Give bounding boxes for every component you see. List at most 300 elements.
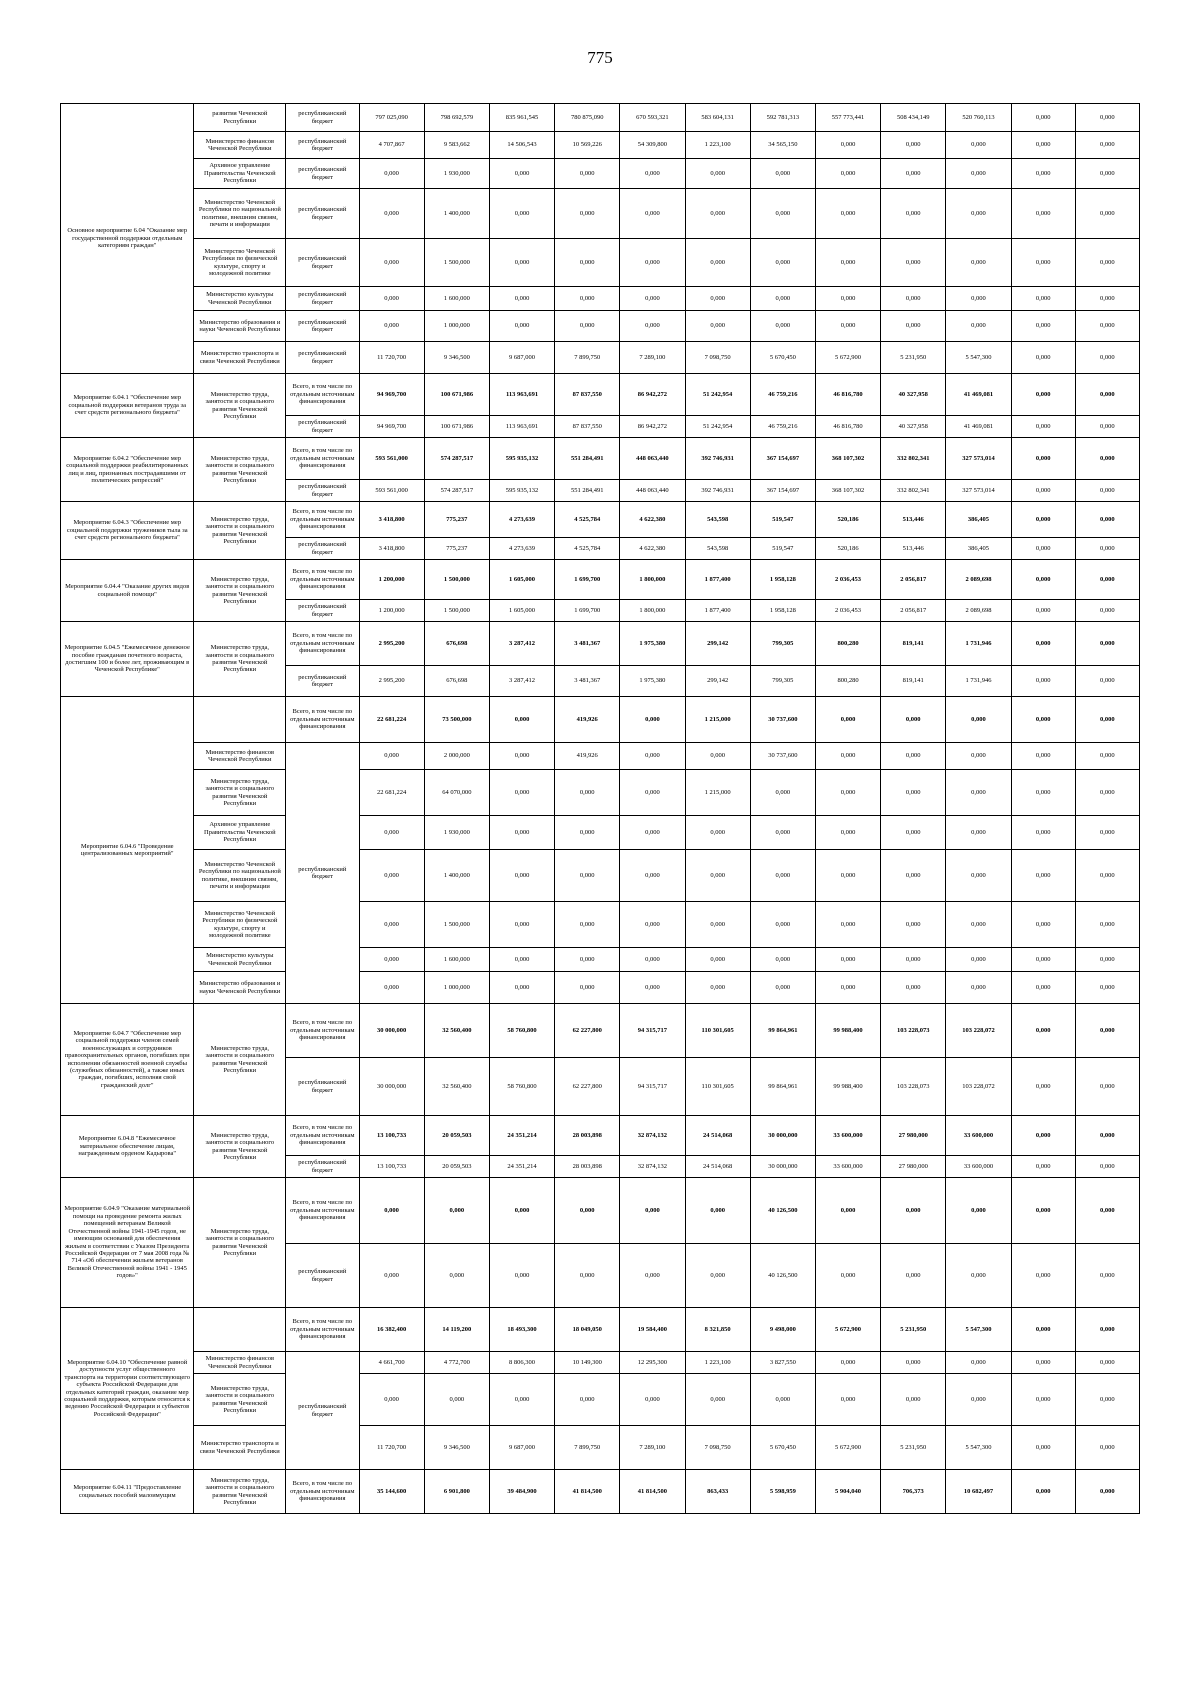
funding-source-cell: Всего, в том числе по отдельным источникам финансирования [286, 697, 359, 743]
amount-cell: 0,000 [1075, 1004, 1139, 1058]
amount-cell: 593 561,000 [359, 438, 424, 480]
amount-cell: 1 500,000 [424, 600, 489, 622]
amount-cell: 22 681,224 [359, 697, 424, 743]
table-row [61, 816, 1140, 850]
table-row [61, 743, 1140, 770]
amount-cell: 583 604,131 [685, 104, 750, 132]
table-row [61, 502, 1140, 538]
amount-cell: 5 672,900 [815, 342, 880, 374]
amount-cell: 0,000 [1011, 1178, 1075, 1244]
activity-title-cell: Мероприятие 6.04.8 "Ежемесячное материальное обеспечение лицам, награжденным орденом Кадырова" [61, 1116, 194, 1178]
amount-cell: 0,000 [1011, 311, 1075, 342]
amount-cell: 12 295,300 [620, 1352, 685, 1374]
amount-cell: 0,000 [685, 972, 750, 1004]
amount-cell: 51 242,954 [685, 374, 750, 416]
amount-cell: 0,000 [1075, 189, 1139, 239]
amount-cell: 551 284,491 [555, 438, 620, 480]
amount-cell: 1 600,000 [424, 287, 489, 311]
amount-cell: 519,547 [750, 538, 815, 560]
amount-cell: 32 874,132 [620, 1116, 685, 1156]
amount-cell: 0,000 [685, 311, 750, 342]
amount-cell: 14 119,200 [424, 1308, 489, 1352]
amount-cell: 5 672,900 [815, 1308, 880, 1352]
amount-cell: 4 622,380 [620, 502, 685, 538]
amount-cell: 100 671,986 [424, 416, 489, 438]
amount-cell: 0,000 [489, 1244, 554, 1308]
amount-cell: 0,000 [750, 311, 815, 342]
amount-cell: 0,000 [1011, 1116, 1075, 1156]
amount-cell: 0,000 [750, 239, 815, 287]
amount-cell: 0,000 [881, 948, 946, 972]
amount-cell: 41 814,500 [555, 1470, 620, 1514]
amount-cell: 0,000 [1075, 1470, 1139, 1514]
amount-cell: 41 469,081 [946, 374, 1011, 416]
executor-cell: Министерство образования и науки Чеченской Республики [194, 311, 286, 342]
amount-cell: 0,000 [1075, 1374, 1139, 1426]
amount-cell: 520,186 [815, 538, 880, 560]
amount-cell: 0,000 [1075, 560, 1139, 600]
funding-source-cell: республиканский бюджет [286, 743, 359, 1004]
amount-cell: 0,000 [359, 972, 424, 1004]
amount-cell: 0,000 [489, 239, 554, 287]
amount-cell: 0,000 [685, 239, 750, 287]
amount-cell: 2 036,453 [815, 560, 880, 600]
amount-cell: 46 816,780 [815, 374, 880, 416]
executor-cell: Министерство культуры Чеченской Республики [194, 287, 286, 311]
funding-source-cell: Всего, в том числе по отдельным источникам финансирования [286, 502, 359, 538]
amount-cell: 5 231,950 [881, 1308, 946, 1352]
amount-cell: 3 287,412 [489, 622, 554, 666]
amount-cell: 0,000 [881, 743, 946, 770]
table-row [61, 1426, 1140, 1470]
activity-title-cell: Мероприятие 6.04.4 "Оказание других видов социальной помощи" [61, 560, 194, 622]
funding-source-cell: республиканский бюджет [286, 1058, 359, 1116]
table-row [61, 1352, 1140, 1374]
amount-cell: 0,000 [359, 1244, 424, 1308]
executor-cell: Министерство труда, занятости и социального развития Чеченской Республики [194, 1374, 286, 1426]
executor-cell: Министерство труда, занятости и социального развития Чеченской Республики [194, 438, 286, 502]
amount-cell: 676,698 [424, 622, 489, 666]
amount-cell: 0,000 [620, 972, 685, 1004]
amount-cell: 448 063,440 [620, 438, 685, 480]
amount-cell: 327 573,014 [946, 480, 1011, 502]
amount-cell: 0,000 [489, 1178, 554, 1244]
amount-cell: 670 593,321 [620, 104, 685, 132]
amount-cell: 62 227,800 [555, 1004, 620, 1058]
amount-cell: 19 584,400 [620, 1308, 685, 1352]
amount-cell: 0,000 [359, 239, 424, 287]
funding-source-cell: Всего, в том числе по отдельным источникам финансирования [286, 1308, 359, 1352]
amount-cell: 0,000 [815, 697, 880, 743]
amount-cell: 0,000 [620, 1244, 685, 1308]
amount-cell: 86 942,272 [620, 416, 685, 438]
amount-cell: 5 547,300 [946, 1308, 1011, 1352]
amount-cell: 7 899,750 [555, 1426, 620, 1470]
amount-cell: 775,237 [424, 538, 489, 560]
budget-table [60, 103, 1140, 1514]
amount-cell: 0,000 [555, 311, 620, 342]
amount-cell: 0,000 [946, 132, 1011, 159]
amount-cell: 0,000 [489, 159, 554, 189]
amount-cell: 1 200,000 [359, 600, 424, 622]
amount-cell: 332 802,341 [881, 438, 946, 480]
amount-cell: 41 814,500 [620, 1470, 685, 1514]
funding-source-cell: республиканский бюджет [286, 159, 359, 189]
amount-cell: 819,141 [881, 622, 946, 666]
amount-cell: 1 400,000 [424, 850, 489, 902]
amount-cell: 0,000 [815, 770, 880, 816]
amount-cell: 13 100,733 [359, 1156, 424, 1178]
amount-cell: 0,000 [1075, 1308, 1139, 1352]
funding-source-cell: республиканский бюджет [286, 342, 359, 374]
amount-cell: 0,000 [1011, 697, 1075, 743]
amount-cell: 1 215,000 [685, 770, 750, 816]
table-row [61, 622, 1140, 666]
executor-cell: Министерство Чеченской Республики по национальной политике, внешним связям, печати и информации [194, 189, 286, 239]
amount-cell: 62 227,800 [555, 1058, 620, 1116]
amount-cell: 100 671,986 [424, 374, 489, 416]
amount-cell: 0,000 [1075, 1352, 1139, 1374]
amount-cell: 1 800,000 [620, 560, 685, 600]
amount-cell: 5 231,950 [881, 342, 946, 374]
amount-cell: 520,186 [815, 502, 880, 538]
amount-cell: 4 622,380 [620, 538, 685, 560]
amount-cell: 9 687,000 [489, 1426, 554, 1470]
funding-source-cell: Всего, в том числе по отдельным источникам финансирования [286, 622, 359, 666]
amount-cell: 51 242,954 [685, 416, 750, 438]
amount-cell: 332 802,341 [881, 480, 946, 502]
amount-cell: 0,000 [424, 1374, 489, 1426]
executor-cell: Министерство финансов Чеченской Республики [194, 743, 286, 770]
amount-cell: 0,000 [555, 1178, 620, 1244]
amount-cell: 706,373 [881, 1470, 946, 1514]
amount-cell: 0,000 [1011, 600, 1075, 622]
table-row [61, 697, 1140, 743]
amount-cell: 5 904,040 [815, 1470, 880, 1514]
funding-source-cell: Всего, в том числе по отдельным источникам финансирования [286, 438, 359, 480]
amount-cell: 0,000 [750, 1374, 815, 1426]
amount-cell: 24 351,214 [489, 1156, 554, 1178]
amount-cell: 0,000 [815, 1374, 880, 1426]
amount-cell: 20 059,503 [424, 1116, 489, 1156]
amount-cell: 0,000 [1011, 666, 1075, 697]
amount-cell: 87 837,550 [555, 374, 620, 416]
amount-cell: 0,000 [620, 159, 685, 189]
activity-title-cell: Мероприятие 6.04.11 "Предоставление социальных пособий малоимущим [61, 1470, 194, 1514]
amount-cell: 0,000 [881, 972, 946, 1004]
table-row [61, 1116, 1140, 1156]
amount-cell: 0,000 [750, 850, 815, 902]
funding-source-cell: Всего, в том числе по отдельным источникам финансирования [286, 1470, 359, 1514]
amount-cell: 0,000 [1075, 438, 1139, 480]
amount-cell: 1 800,000 [620, 600, 685, 622]
amount-cell: 5 670,450 [750, 342, 815, 374]
amount-cell: 94 969,700 [359, 416, 424, 438]
amount-cell: 0,000 [946, 948, 1011, 972]
table-row [61, 342, 1140, 374]
amount-cell: 1 731,946 [946, 666, 1011, 697]
funding-source-cell: республиканский бюджет [286, 666, 359, 697]
amount-cell: 368 107,302 [815, 480, 880, 502]
amount-cell: 28 003,898 [555, 1156, 620, 1178]
amount-cell: 0,000 [1075, 104, 1139, 132]
amount-cell: 0,000 [1075, 342, 1139, 374]
amount-cell: 0,000 [750, 189, 815, 239]
executor-cell: Министерство труда, занятости и социального развития Чеченской Республики [194, 1116, 286, 1178]
executor-cell: Министерство образования и науки Чеченской Республики [194, 972, 286, 1004]
amount-cell: 2 056,817 [881, 600, 946, 622]
amount-cell: 520 760,113 [946, 104, 1011, 132]
amount-cell: 30 000,000 [750, 1116, 815, 1156]
amount-cell: 368 107,302 [815, 438, 880, 480]
amount-cell: 0,000 [815, 311, 880, 342]
amount-cell: 0,000 [946, 1374, 1011, 1426]
amount-cell: 2 056,817 [881, 560, 946, 600]
amount-cell: 0,000 [555, 1244, 620, 1308]
executor-cell: Министерство Чеченской Республики по физической культуре, спорту и молодежной политике [194, 902, 286, 948]
table-row [61, 948, 1140, 972]
amount-cell: 33 600,000 [815, 1116, 880, 1156]
amount-cell: 0,000 [489, 902, 554, 948]
executor-cell: Архивное управление Правительства Чеченской Республики [194, 159, 286, 189]
amount-cell: 798 692,579 [424, 104, 489, 132]
amount-cell: 0,000 [359, 159, 424, 189]
amount-cell: 0,000 [1011, 132, 1075, 159]
amount-cell: 0,000 [1011, 1352, 1075, 1374]
amount-cell: 5 231,950 [881, 1426, 946, 1470]
activity-title-cell: Мероприятие 6.04.1 "Обеспечение мер социальной поддержки ветеранов труда за счет средств регионального бюджета" [61, 374, 194, 438]
amount-cell: 797 025,090 [359, 104, 424, 132]
amount-cell: 99 864,961 [750, 1058, 815, 1116]
amount-cell: 0,000 [1075, 972, 1139, 1004]
amount-cell: 0,000 [620, 816, 685, 850]
amount-cell: 0,000 [946, 816, 1011, 850]
amount-cell: 6 901,800 [424, 1470, 489, 1514]
amount-cell: 24 351,214 [489, 1116, 554, 1156]
amount-cell: 0,000 [946, 1178, 1011, 1244]
amount-cell: 0,000 [359, 1374, 424, 1426]
amount-cell: 9 687,000 [489, 342, 554, 374]
amount-cell: 0,000 [946, 743, 1011, 770]
amount-cell: 0,000 [1075, 480, 1139, 502]
amount-cell: 0,000 [1075, 1178, 1139, 1244]
amount-cell: 0,000 [946, 311, 1011, 342]
amount-cell: 64 070,000 [424, 770, 489, 816]
amount-cell: 0,000 [489, 816, 554, 850]
amount-cell: 0,000 [1011, 1244, 1075, 1308]
amount-cell: 0,000 [620, 1374, 685, 1426]
amount-cell: 676,698 [424, 666, 489, 697]
amount-cell: 0,000 [1011, 816, 1075, 850]
amount-cell: 1 223,100 [685, 132, 750, 159]
amount-cell: 0,000 [1011, 770, 1075, 816]
funding-source-cell: республиканский бюджет [286, 1352, 359, 1470]
amount-cell: 39 484,900 [489, 1470, 554, 1514]
amount-cell: 0,000 [815, 902, 880, 948]
table-row [61, 972, 1140, 1004]
amount-cell: 0,000 [685, 1374, 750, 1426]
amount-cell: 595 935,132 [489, 480, 554, 502]
amount-cell: 99 988,400 [815, 1058, 880, 1116]
amount-cell: 543,598 [685, 502, 750, 538]
page-number: 775 [587, 48, 613, 67]
amount-cell: 0,000 [750, 902, 815, 948]
amount-cell: 24 514,068 [685, 1116, 750, 1156]
amount-cell: 0,000 [685, 850, 750, 902]
amount-cell: 0,000 [1075, 902, 1139, 948]
amount-cell: 0,000 [620, 697, 685, 743]
amount-cell: 0,000 [1011, 1156, 1075, 1178]
executor-cell: Министерство труда, занятости и социального развития Чеченской Республики [194, 622, 286, 697]
amount-cell: 800,280 [815, 622, 880, 666]
table-row [61, 1470, 1140, 1514]
amount-cell: 8 321,850 [685, 1308, 750, 1352]
table-body [61, 104, 1140, 1514]
activity-title-cell: Мероприятие 6.04.7 "Обеспечение мер социальной поддержки членов семей военнослужащих и сотрудников правоохранительных органов, погибших при исполнении обязанностей военной службы (служебных обязанностей), а также иных граждан, погибших, исполняя свой гражданский долг" [61, 1004, 194, 1116]
amount-cell: 3 827,550 [750, 1352, 815, 1374]
amount-cell: 0,000 [1011, 743, 1075, 770]
table-row [61, 438, 1140, 480]
amount-cell: 1 500,000 [424, 902, 489, 948]
amount-cell: 9 346,500 [424, 1426, 489, 1470]
executor-cell: Министерство труда, занятости и социального развития Чеченской Республики [194, 374, 286, 438]
executor-cell: Министерство финансов Чеченской Республики [194, 132, 286, 159]
amount-cell: 2 089,698 [946, 600, 1011, 622]
amount-cell: 299,142 [685, 622, 750, 666]
amount-cell: 448 063,440 [620, 480, 685, 502]
amount-cell: 1 699,700 [555, 560, 620, 600]
amount-cell: 4 525,784 [555, 538, 620, 560]
amount-cell: 392 746,931 [685, 480, 750, 502]
funding-source-cell: Всего, в том числе по отдельным источникам финансирования [286, 374, 359, 416]
amount-cell: 54 309,800 [620, 132, 685, 159]
amount-cell: 0,000 [424, 1178, 489, 1244]
amount-cell: 0,000 [1075, 948, 1139, 972]
executor-cell: Министерство транспорта и связи Чеченской Республики [194, 342, 286, 374]
funding-source-cell: республиканский бюджет [286, 311, 359, 342]
amount-cell: 30 737,600 [750, 743, 815, 770]
amount-cell: 574 287,517 [424, 480, 489, 502]
table-row [61, 132, 1140, 159]
amount-cell: 9 498,000 [750, 1308, 815, 1352]
amount-cell: 30 737,600 [750, 697, 815, 743]
amount-cell: 0,000 [489, 972, 554, 1004]
amount-cell: 9 346,500 [424, 342, 489, 374]
funding-source-cell: республиканский бюджет [286, 239, 359, 287]
amount-cell: 519,547 [750, 502, 815, 538]
amount-cell: 0,000 [1011, 189, 1075, 239]
amount-cell: 30 000,000 [359, 1058, 424, 1116]
executor-cell: Министерство труда, занятости и социального развития Чеченской Республики [194, 1178, 286, 1308]
amount-cell: 0,000 [881, 816, 946, 850]
amount-cell: 1 000,000 [424, 972, 489, 1004]
amount-cell: 592 781,313 [750, 104, 815, 132]
amount-cell: 0,000 [750, 287, 815, 311]
amount-cell: 0,000 [1075, 416, 1139, 438]
amount-cell: 0,000 [1075, 1244, 1139, 1308]
amount-cell: 0,000 [685, 816, 750, 850]
amount-cell: 0,000 [685, 1178, 750, 1244]
amount-cell: 18 493,300 [489, 1308, 554, 1352]
table-row [61, 560, 1140, 600]
table-row [61, 104, 1140, 132]
amount-cell: 0,000 [881, 1374, 946, 1426]
amount-cell: 0,000 [1011, 902, 1075, 948]
funding-source-cell: республиканский бюджет [286, 104, 359, 132]
amount-cell: 0,000 [555, 287, 620, 311]
amount-cell: 0,000 [555, 948, 620, 972]
amount-cell: 513,446 [881, 502, 946, 538]
amount-cell: 0,000 [424, 1244, 489, 1308]
amount-cell: 0,000 [1075, 1116, 1139, 1156]
amount-cell: 1 500,000 [424, 560, 489, 600]
amount-cell: 0,000 [685, 743, 750, 770]
amount-cell: 1 930,000 [424, 159, 489, 189]
amount-cell: 0,000 [881, 159, 946, 189]
amount-cell: 40 327,958 [881, 374, 946, 416]
amount-cell: 0,000 [946, 1352, 1011, 1374]
amount-cell: 1 200,000 [359, 560, 424, 600]
amount-cell: 1 958,128 [750, 560, 815, 600]
amount-cell: 110 301,605 [685, 1058, 750, 1116]
amount-cell: 0,000 [555, 159, 620, 189]
amount-cell: 2 995,200 [359, 622, 424, 666]
executor-cell: Министерство финансов Чеченской Республики [194, 1352, 286, 1374]
amount-cell: 0,000 [946, 972, 1011, 1004]
amount-cell: 0,000 [815, 1352, 880, 1374]
amount-cell: 10 149,300 [555, 1352, 620, 1374]
amount-cell: 14 506,543 [489, 132, 554, 159]
amount-cell: 0,000 [1011, 1426, 1075, 1470]
amount-cell: 543,598 [685, 538, 750, 560]
amount-cell: 0,000 [1011, 1470, 1075, 1514]
amount-cell: 0,000 [1011, 560, 1075, 600]
amount-cell: 0,000 [1011, 1058, 1075, 1116]
amount-cell: 0,000 [750, 816, 815, 850]
amount-cell: 10 682,497 [946, 1470, 1011, 1514]
amount-cell: 1 600,000 [424, 948, 489, 972]
amount-cell: 0,000 [815, 743, 880, 770]
amount-cell: 27 980,000 [881, 1156, 946, 1178]
amount-cell: 11 720,700 [359, 1426, 424, 1470]
amount-cell: 9 583,662 [424, 132, 489, 159]
amount-cell: 4 525,784 [555, 502, 620, 538]
amount-cell: 0,000 [555, 770, 620, 816]
amount-cell: 7 289,100 [620, 1426, 685, 1470]
amount-cell: 0,000 [1011, 972, 1075, 1004]
amount-cell: 3 418,800 [359, 502, 424, 538]
amount-cell: 5 547,300 [946, 342, 1011, 374]
amount-cell: 0,000 [685, 902, 750, 948]
amount-cell: 0,000 [1011, 1374, 1075, 1426]
amount-cell: 94 315,717 [620, 1058, 685, 1116]
executor-cell [194, 697, 286, 743]
amount-cell: 0,000 [815, 239, 880, 287]
amount-cell: 392 746,931 [685, 438, 750, 480]
amount-cell: 0,000 [881, 239, 946, 287]
amount-cell: 0,000 [685, 189, 750, 239]
amount-cell: 551 284,491 [555, 480, 620, 502]
amount-cell: 4 772,700 [424, 1352, 489, 1374]
amount-cell: 0,000 [946, 770, 1011, 816]
amount-cell: 0,000 [815, 189, 880, 239]
amount-cell: 2 036,453 [815, 600, 880, 622]
amount-cell: 0,000 [815, 132, 880, 159]
amount-cell: 0,000 [881, 311, 946, 342]
amount-cell: 3 481,367 [555, 622, 620, 666]
amount-cell: 0,000 [881, 697, 946, 743]
amount-cell: 5 670,450 [750, 1426, 815, 1470]
